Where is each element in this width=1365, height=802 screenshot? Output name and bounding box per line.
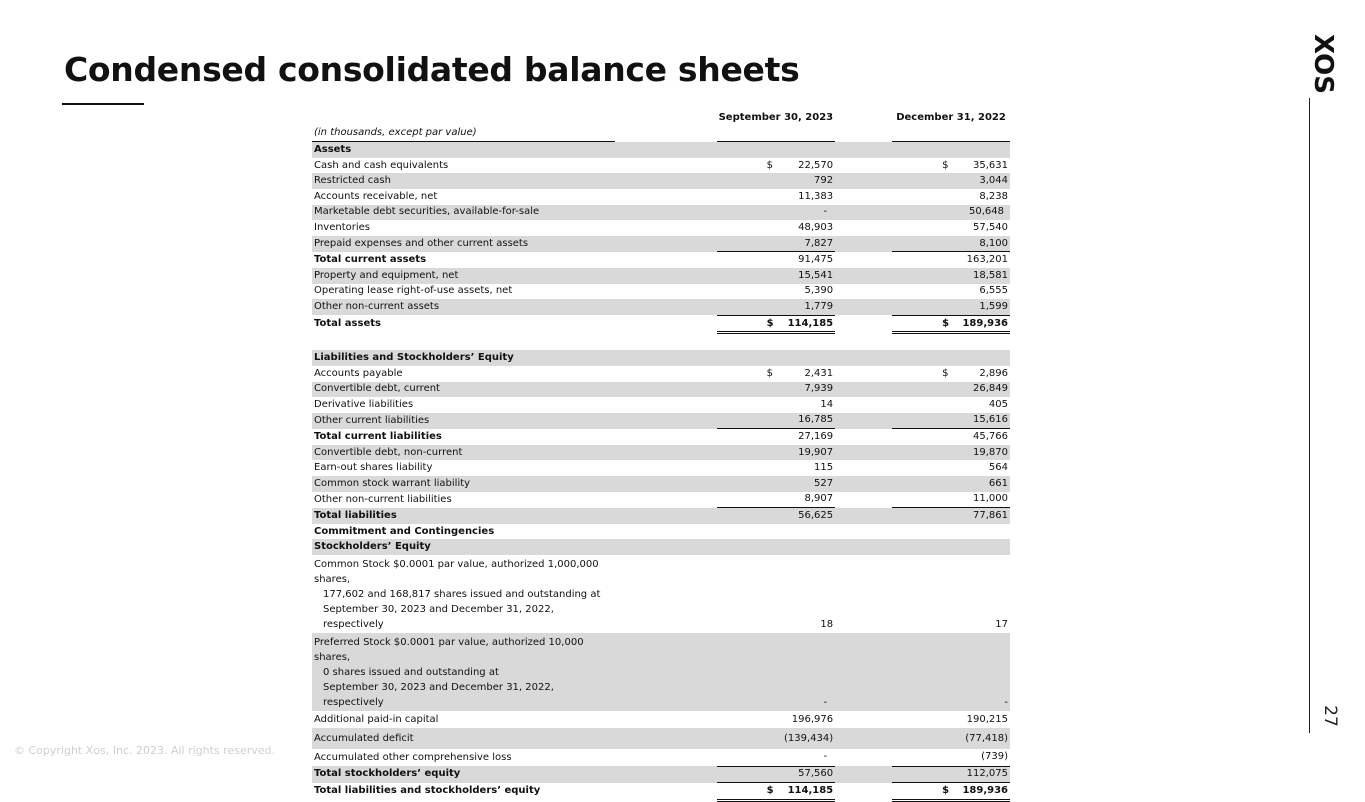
row-value: 22,570 (798, 159, 834, 171)
total-row (312, 766, 1010, 783)
row-value: 163,201 (966, 254, 1008, 266)
table-row (312, 492, 1010, 508)
row-value: 11,000 (973, 493, 1008, 505)
row-value: 56,625 (798, 510, 834, 522)
copyright-notice: © Copyright Xos, Inc. 2023. All rights reserved. (14, 744, 276, 757)
table-row (312, 220, 1010, 236)
row-label: Other current liabilities (312, 413, 615, 429)
table-header-row (312, 110, 1010, 126)
row-value: 189,936 (962, 317, 1008, 329)
page-title: Condensed consolidated balance sheets (64, 50, 800, 89)
row-value: 17 (995, 619, 1008, 631)
row-value: 18 (820, 619, 834, 631)
table-row (312, 445, 1010, 461)
row-value: - (823, 751, 828, 763)
section-header: Commitment and Contingencies (314, 525, 495, 537)
xos-logo (1303, 34, 1343, 94)
row-value: (739) (981, 751, 1008, 763)
row-value: 564 (988, 462, 1008, 474)
section-header: Assets (312, 142, 1010, 158)
row-value: - (823, 206, 828, 218)
row-value: 15,541 (798, 269, 834, 281)
row-value: 2,431 (804, 367, 834, 379)
balance-sheet-table (312, 110, 1010, 802)
title-underline (62, 103, 144, 105)
row-value: 11,383 (798, 190, 834, 202)
table-row (312, 711, 1010, 728)
table-row (312, 173, 1010, 189)
row-label: Marketable debt securities, available-for-sale (312, 205, 615, 221)
table-row (312, 460, 1010, 476)
total-row: Total assets $ 114,185 $ 189,936 (312, 315, 1010, 333)
column-header-sep-2023: September 30, 2023 (718, 111, 834, 123)
total-row: Total liabilities and stockholders’ equity $ 114,185 $ 189,936 (312, 783, 1010, 801)
row-value: 405 (988, 398, 1008, 410)
row-label: Total stockholders’ equity (312, 766, 615, 783)
spacer-row (312, 333, 1010, 351)
unit-note: (in thousands, except par value) (312, 126, 615, 142)
row-value: 57,560 (798, 768, 834, 780)
section-header: Stockholders’ Equity (312, 539, 1010, 555)
total-row (312, 429, 1010, 445)
table-row (312, 413, 1010, 429)
row-label: Inventories (314, 221, 370, 233)
row-label: Other non-current liabilities (314, 493, 452, 505)
table-row: Accounts payable $ 2,431 $ 2,896 (312, 366, 1010, 382)
total-row (312, 508, 1010, 524)
row-value: 14 (820, 398, 834, 410)
table-row (312, 728, 1010, 749)
row-value: 189,936 (962, 784, 1008, 796)
table-row (312, 284, 1010, 300)
column-header-dec-2022: December 31, 2022 (896, 111, 1006, 123)
row-label: Earn-out shares liability (314, 462, 433, 474)
row-value: 527 (814, 477, 834, 489)
row-value: 112,075 (966, 768, 1008, 780)
table-row (312, 633, 1010, 711)
row-value: 114,185 (787, 784, 834, 796)
row-value: 15,616 (973, 414, 1008, 426)
row-label: Cash and cash equivalents (314, 159, 449, 171)
row-value: 1,599 (979, 300, 1008, 312)
row-value: 77,861 (973, 510, 1008, 522)
table-row (312, 236, 1010, 252)
row-label: Accumulated other comprehensive loss (314, 751, 512, 763)
table-row (312, 382, 1010, 398)
row-value: 190,215 (966, 713, 1008, 725)
row-value: 7,827 (804, 237, 834, 249)
total-row (312, 252, 1010, 268)
row-value: 27,169 (798, 431, 834, 443)
row-label: Prepaid expenses and other current assets (312, 236, 615, 252)
row-value: 45,766 (973, 431, 1008, 443)
table-row (312, 268, 1010, 284)
row-value: 19,907 (798, 446, 834, 458)
row-value: 115 (814, 462, 834, 474)
row-value: 50,648 (969, 206, 1004, 218)
row-value: 2,896 (979, 367, 1008, 379)
row-label: Preferred Stock $0.0001 par value, authorized 10,000 shares, 0 shares issued and outstanding at September 30, 2023 and December 31, 2022, respectively (312, 633, 615, 711)
row-value: - (823, 697, 828, 709)
row-label: Additional paid-in capital (314, 713, 439, 725)
row-label: Convertible debt, current (312, 382, 615, 398)
row-label: Total assets (314, 318, 381, 330)
row-label: Total liabilities and stockholders’ equity (314, 785, 541, 797)
row-label: Total liabilities (312, 508, 615, 524)
row-label: Other non-current assets (312, 299, 615, 315)
table-row (312, 749, 1010, 766)
row-value: 91,475 (798, 254, 834, 266)
row-value: 6,555 (979, 285, 1008, 297)
svg-text:XOS: XOS (1308, 34, 1338, 94)
row-value: 8,238 (979, 190, 1008, 202)
table-row: Cash and cash equivalents $ 22,570 $ 35,631 (312, 158, 1010, 174)
row-label: Total current assets (314, 253, 427, 265)
row-value: 16,785 (798, 414, 834, 426)
row-value: 196,976 (791, 713, 834, 725)
row-label: Accounts receivable, net (314, 190, 438, 202)
row-value: 114,185 (787, 317, 834, 329)
row-value: 8,907 (804, 493, 834, 505)
row-label: Derivative liabilities (314, 398, 414, 410)
row-value: 5,390 (804, 285, 834, 297)
row-label: Restricted cash (312, 173, 615, 189)
row-value: 3,044 (979, 175, 1008, 187)
row-value: (77,418) (965, 732, 1008, 744)
table-row (312, 476, 1010, 492)
table-row (312, 299, 1010, 315)
row-value: 57,540 (973, 221, 1008, 233)
row-label: Accounts payable (314, 367, 403, 379)
row-value: 1,779 (804, 300, 834, 312)
row-label: Common Stock $0.0001 par value, authorized 1,000,000 shares, 177,602 and 168,817 shares issued and outstanding at September 30, 2023 and December 31, 2022, respectively (314, 559, 601, 631)
row-value: - (1004, 697, 1008, 709)
section-header: Liabilities and Stockholders’ Equity (312, 350, 1010, 366)
row-value: 8,100 (979, 237, 1008, 249)
row-value: (139,434) (783, 732, 834, 744)
row-label: Total current liabilities (314, 430, 442, 442)
row-label: Convertible debt, non-current (312, 445, 615, 461)
row-value: 18,581 (973, 269, 1008, 281)
row-value: 792 (814, 175, 834, 187)
side-divider (1309, 98, 1310, 733)
table-row (312, 397, 1010, 413)
table-row (312, 189, 1010, 205)
row-value: 7,939 (804, 383, 834, 395)
table-row (312, 205, 1010, 221)
row-value: 19,870 (973, 446, 1008, 458)
row-value: 661 (988, 477, 1008, 489)
row-label: Common stock warrant liability (312, 476, 615, 492)
page-number: 27 (1320, 705, 1340, 727)
row-value: 48,903 (798, 221, 834, 233)
row-value: 26,849 (973, 383, 1008, 395)
table-row (312, 555, 1010, 633)
row-label: Accumulated deficit (312, 728, 615, 749)
unit-note-row (312, 126, 1010, 142)
row-label: Property and equipment, net (312, 268, 615, 284)
row-label: Operating lease right-of-use assets, net (314, 285, 513, 297)
row-value: 35,631 (973, 159, 1008, 171)
